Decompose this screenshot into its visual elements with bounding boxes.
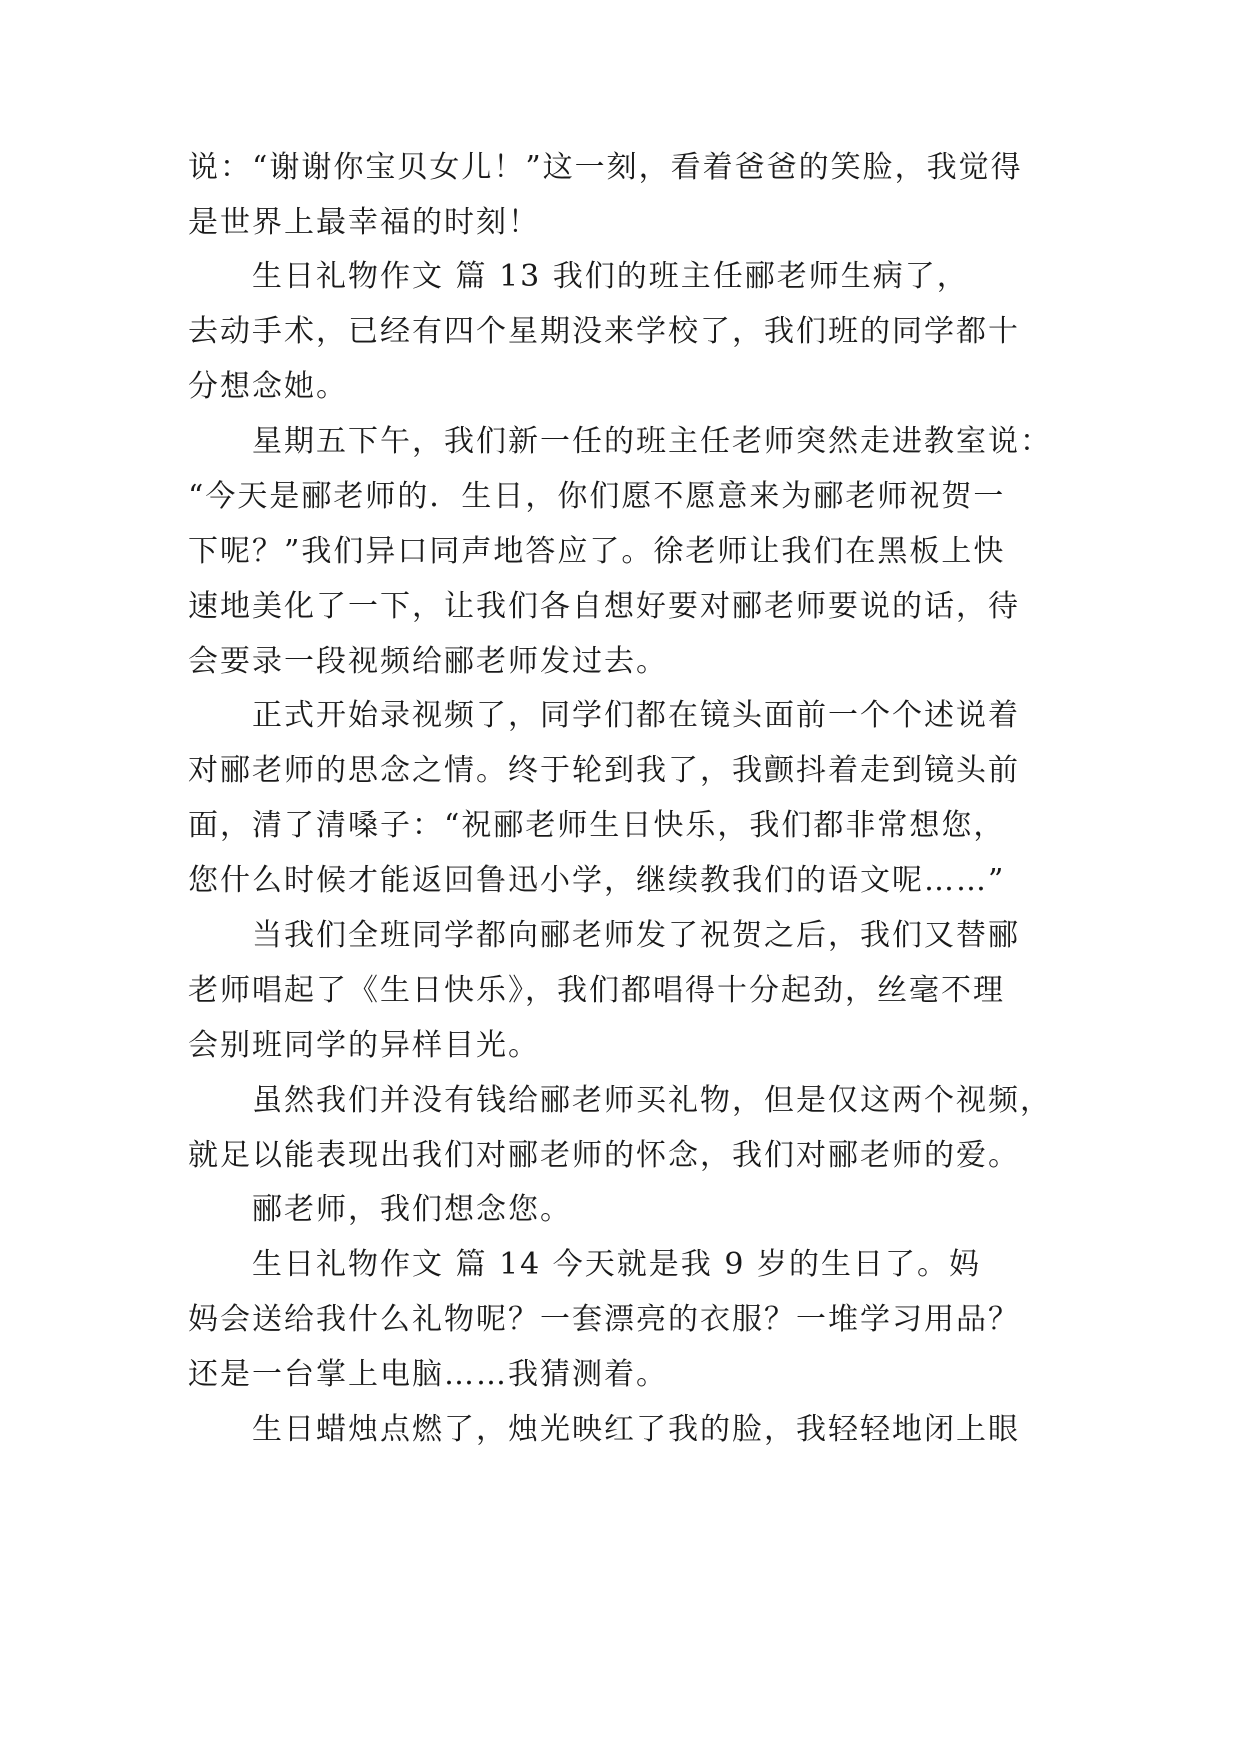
text-line: 下呢？”我们异口同声地答应了。徐老师让我们在黑板上快 (188, 534, 1006, 569)
text-line: 还是一台掌上电脑……我猜测着。 (188, 1357, 668, 1392)
text-line: 去动手术，已经有四个星期没来学校了，我们班的同学都十 (188, 314, 1020, 349)
text-line: 说：“谢谢你宝贝女儿！”这一刻，看着爸爸的笑脸，我觉得 (188, 150, 1023, 185)
text-line: 老师唱起了《生日快乐》，我们都唱得十分起劲，丝毫不理 (188, 973, 1005, 1008)
text-line: 是世界上最幸福的时刻！ (188, 205, 540, 240)
text-line: “今天是郦老师的．生日，你们愿不愿意来为郦老师祝贺一 (188, 479, 1006, 514)
text-line: 会要录一段视频给郦老师发过去。 (188, 644, 668, 679)
text-line: 星期五下午，我们新一任的班主任老师突然走进教室说： (252, 424, 1052, 459)
text-line: 面，清了清嗓子：“祝郦老师生日快乐，我们都非常想您， (188, 808, 1006, 843)
text-line: 当我们全班同学都向郦老师发了祝贺之后，我们又替郦 (252, 918, 1020, 953)
section-heading-line: 生日礼物作文 篇 13 我们的班主任郦老师生病了， (252, 259, 969, 294)
text-line: 您什么时候才能返回鲁迅小学，继续教我们的语文呢……” (188, 863, 1006, 898)
text-line: 对郦老师的思念之情。终于轮到我了，我颤抖着走到镜头前 (188, 753, 1020, 788)
text-line: 就足以能表现出我们对郦老师的怀念，我们对郦老师的爱。 (188, 1138, 1020, 1173)
text-line: 妈会送给我什么礼物呢？一套漂亮的衣服？一堆学习用品？ (188, 1302, 1020, 1337)
text-line: 虽然我们并没有钱给郦老师买礼物，但是仅这两个视频， (252, 1083, 1052, 1118)
text-line: 生日蜡烛点燃了，烛光映红了我的脸，我轻轻地闭上眼 (252, 1412, 1020, 1447)
section-heading-line: 生日礼物作文 篇 14 今天就是我 9 岁的生日了。妈 (252, 1247, 981, 1282)
text-line: 郦老师，我们想念您。 (252, 1192, 572, 1227)
text-line: 会别班同学的异样目光。 (188, 1028, 540, 1063)
text-line: 速地美化了一下，让我们各自想好要对郦老师要说的话，待 (188, 589, 1020, 624)
text-line: 分想念她。 (188, 369, 348, 404)
text-line: 正式开始录视频了，同学们都在镜头面前一个个述说着 (252, 698, 1020, 733)
